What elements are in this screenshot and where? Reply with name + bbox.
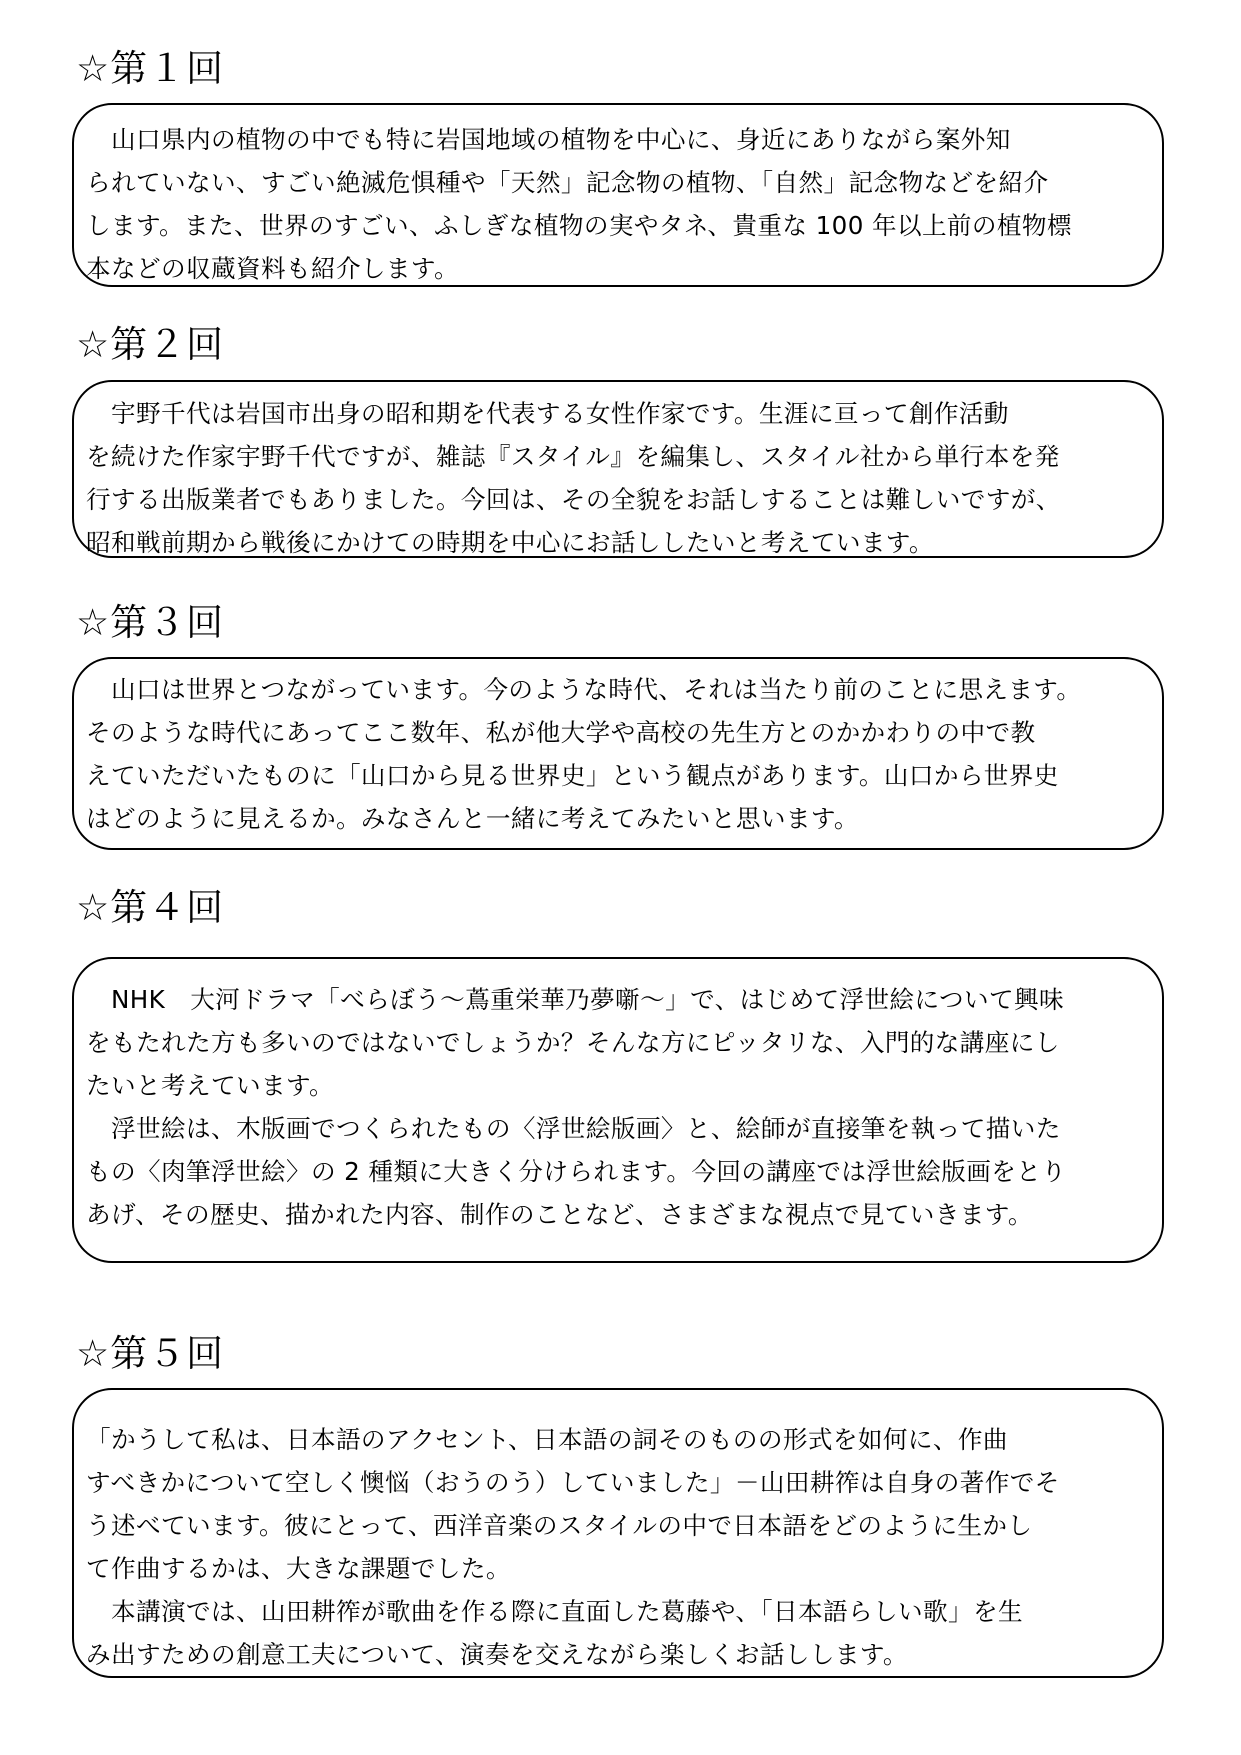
- session-1-paragraph: 山口県内の植物の中でも特に岩国地域の植物を中心に、身近にありながら案外知 られていない、すごい絶滅危惧種や「天然」記念物の植物、「自然」記念物などを紹介 します。また、世界のすごい、ふしぎな植物の実やタネ、貴重な 100 年以上前の植物標 本などの収蔵資料も紹介します。: [86, 125, 1072, 283]
- session-4-paragraph-2: 浮世絵は、木版画でつくられたもの〈浮世絵版画〉と、絵師が直接筆を執って描いた もの〈肉筆浮世絵〉の 2 種類に大きく分けられます。今回の講座では浮世絵版画をとり あげ、その歴史、描かれた内容、制作のことなど、さまざまな視点で見ていきます。: [86, 1114, 1067, 1229]
- session-3-heading: ☆第３回: [76, 601, 225, 644]
- session-3-paragraph: 山口は世界とつながっています。今のような時代、それは当たり前のことに思えます。 そのような時代にあってここ数年、私が他大学や高校の先生方とのかかわりの中で教 えていただいたものに「山口から見る世界史」という観点があります。山口から世界史 はどのように見えるか。みなさんと一緒に考えてみたいと思います。: [86, 675, 1082, 833]
- session-2-paragraph: 宇野千代は岩国市出身の昭和期を代表する女性作家です。生涯に亘って創作活動 を続けた作家宇野千代ですが、雑誌『スタイル』を編集し、スタイル社から単行本を発 行する出版業者でもありました。今回は、その全貌をお話しすることは難しいですが、 昭和戦前期から戦後にかけての時期を中心にお話ししたいと考えています。: [86, 399, 1061, 557]
- session-5-description-box: [72, 1388, 1164, 1678]
- session-4-description-box: [72, 957, 1164, 1263]
- session-2-description-box: [72, 380, 1164, 558]
- session-3-description-box: [72, 657, 1164, 850]
- session-1-description-box: [72, 103, 1164, 287]
- session-4-heading: ☆第４回: [76, 886, 225, 929]
- session-4-paragraph-1: NHK 大河ドラマ「べらぼう～蔦重栄華乃夢噺～」で、はじめて浮世絵について興味 をもたれた方も多いのではないでしょうか？そんな方にピッタリな、入門的な講座にし たいと考えています。: [86, 985, 1065, 1100]
- session-1-heading: ☆第１回: [76, 47, 225, 90]
- session-5-paragraph-2: 本講演では、山田耕筰が歌曲を作る際に直面した葛藤や、「日本語らしい歌」を生 み出すための創意工夫について、演奏を交えながら楽しくお話しします。: [86, 1597, 1023, 1669]
- session-5-paragraph-1: 「かうして私は、日本語のアクセント、日本語の詞そのものの形式を如何に、作曲 すべきかについて空しく懊悩（おうのう）していました」－山田耕筰は自身の著作でそ う述べています。彼にとって、西洋音楽のスタイルの中で日本語をどのように生かし て作曲するかは、大きな課題でした。: [86, 1425, 1060, 1583]
- session-2-heading: ☆第２回: [76, 323, 225, 366]
- session-5-heading: ☆第５回: [76, 1332, 225, 1375]
